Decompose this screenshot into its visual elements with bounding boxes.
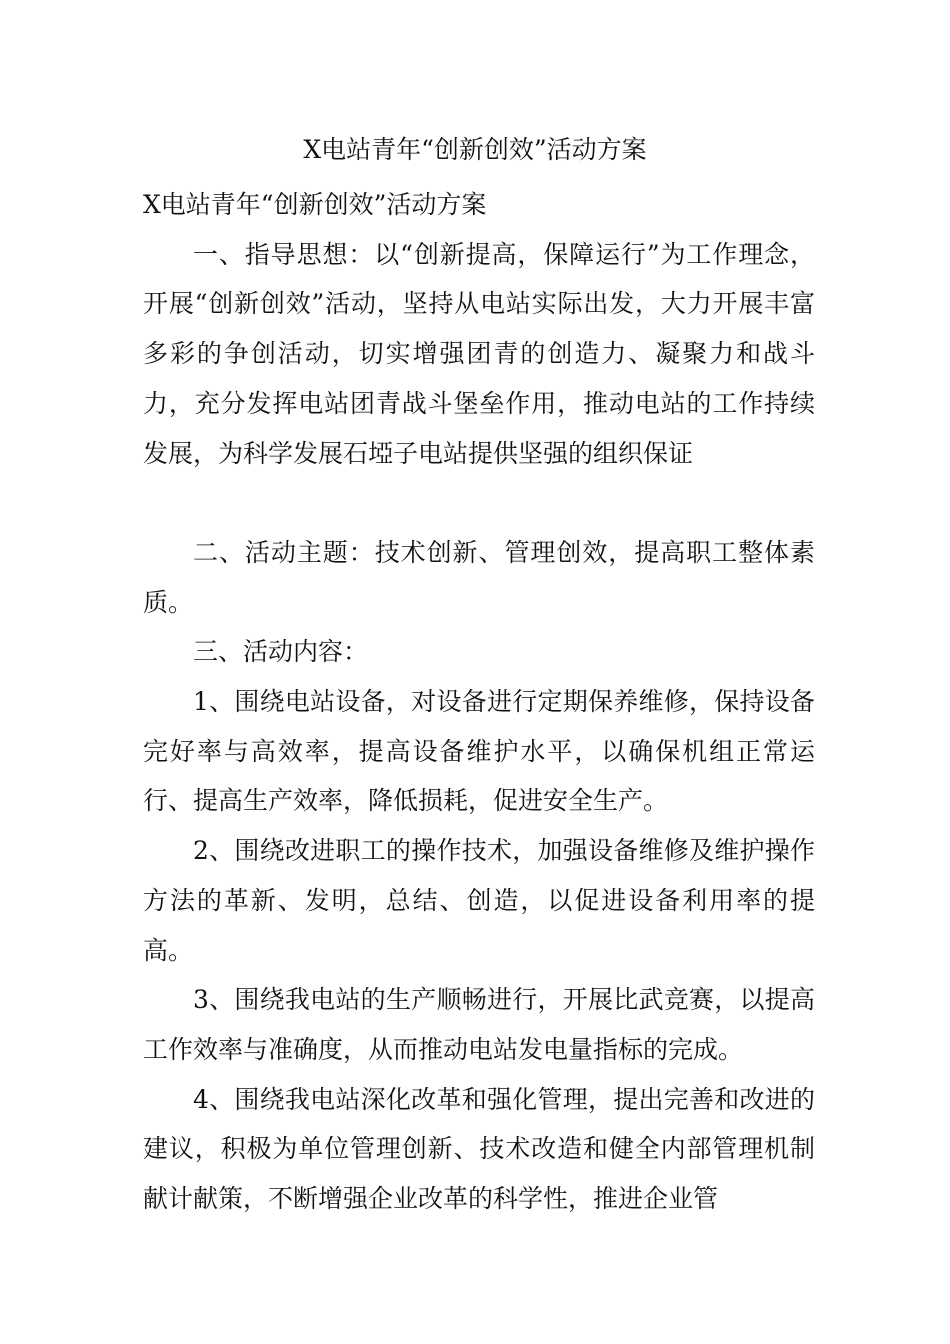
paragraph-activity-theme: 二、活动主题：技术创新、管理创效，提高职工整体素质。 xyxy=(143,537,815,617)
document-body xyxy=(143,180,815,1224)
document-subtitle: X电站青年“创新创效”活动方案 xyxy=(143,190,487,219)
paragraph-item-1: 1、围绕电站设备，对设备进行定期保养维修，保持设备完好率与高效率，提高设备维护水平，以确保机组正常运行、提高生产效率，降低损耗，促进安全生产。 xyxy=(143,687,815,816)
document-title: X电站青年“创新创效”活动方案 xyxy=(303,135,647,164)
paragraph-item-2: 2、围绕改进职工的操作技术，加强设备维修及维护操作方法的革新、发明，总结、创造，以促进设备利用率的提高。 xyxy=(143,836,815,965)
paragraph-item-3: 3、围绕我电站的生产顺畅进行，开展比武竞赛，以提高工作效率与准确度，从而推动电站发电量指标的完成。 xyxy=(143,985,815,1064)
paragraph-guiding-ideology: 一、指导思想：以“创新提高，保障运行”为工作理念，开展“创新创效”活动，坚持从电站实际出发，大力开展丰富多彩的争创活动，切实增强团青的创造力、凝聚力和战斗力，充分发挥电站团青战斗堡垒作用，推动电站的工作持续发展，为科学发展石埡子电站提供坚强的组织保证 xyxy=(143,239,815,468)
paragraph-item-4: 4、围绕我电站深化改革和强化管理，提出完善和改进的建议，积极为单位管理创新、技术改造和健全内部管理机制献计献策，不断增强企业改革的科学性，推进企业管 xyxy=(143,1084,815,1214)
paragraph-activity-content-heading: 三、活动内容： xyxy=(193,637,369,667)
